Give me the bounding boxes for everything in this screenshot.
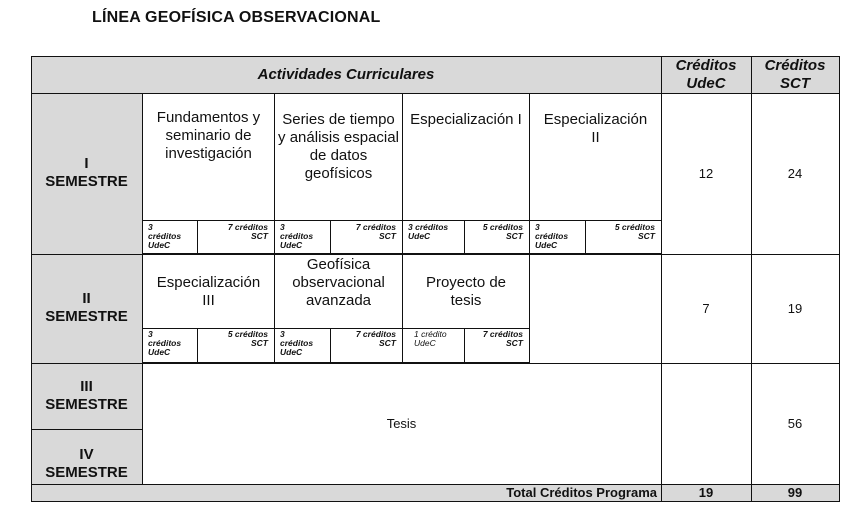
course-especializacion-1: Especialización I — [410, 111, 522, 128]
sem34-sct-total: 56 — [787, 416, 803, 431]
credits-sct-series: 7 créditos SCT — [355, 222, 396, 241]
credits-sct-esp2: 5 créditos SCT — [614, 222, 655, 241]
course-series-tiempo: Series de tiempo y análisis espacial de datos geofísicos — [278, 111, 399, 182]
semester-1-label: I SEMESTRE — [45, 155, 128, 190]
total-sct: 99 — [787, 485, 803, 500]
course-fundamentos: Fundamentos y seminario de investigación — [156, 109, 261, 162]
thesis-cell: Tesis — [386, 416, 417, 431]
credits-udec-esp3: 3 créditos UdeC — [148, 329, 182, 357]
credits-udec-esp1: 3 créditos UdeC — [408, 222, 449, 241]
course-especializacion-3: Especialización III — [156, 274, 261, 309]
credits-udec-proyecto: 1 crédito UdeC — [414, 329, 447, 348]
semester-3-label: III SEMESTRE — [45, 378, 128, 413]
credits-udec-geofisica: 3 créditos UdeC — [280, 329, 314, 357]
sem1-sct-total: 24 — [787, 166, 803, 181]
credits-sct-esp1: 5 créditos SCT — [482, 222, 523, 241]
sem2-sct-total: 19 — [787, 301, 803, 316]
total-udec: 19 — [698, 485, 714, 500]
sem2-udec-total: 7 — [702, 301, 710, 316]
total-label: Total Créditos Programa — [506, 485, 657, 500]
sem1-udec-total: 12 — [698, 166, 714, 181]
credits-sct-proyecto: 7 créditos SCT — [482, 329, 523, 348]
semester-2-label: II SEMESTRE — [45, 290, 128, 325]
credits-sct-header: Créditos SCT — [764, 56, 826, 92]
credits-sct-fundamentos: 7 créditos SCT — [227, 222, 268, 241]
credits-udec-esp2: 3 créditos UdeC — [535, 222, 569, 250]
course-especializacion-2: Especialización II — [543, 111, 648, 146]
page-title: LÍNEA GEOFÍSICA OBSERVACIONAL — [92, 9, 381, 26]
credits-sct-geofisica: 7 créditos SCT — [355, 329, 396, 348]
semester-4-label: IV SEMESTRE — [45, 446, 128, 481]
credits-udec-header: Créditos UdeC — [675, 56, 737, 92]
course-proyecto-tesis: Proyecto de tesis — [425, 274, 507, 309]
credits-udec-fundamentos: 3 créditos UdeC — [148, 222, 182, 250]
credits-udec-series: 3 créditos UdeC — [280, 222, 314, 250]
credits-sct-esp3: 5 créditos SCT — [227, 329, 268, 348]
course-geofisica-observacional: Geofísica observacional avanzada — [292, 256, 385, 309]
activities-header: Actividades Curriculares — [257, 66, 435, 83]
